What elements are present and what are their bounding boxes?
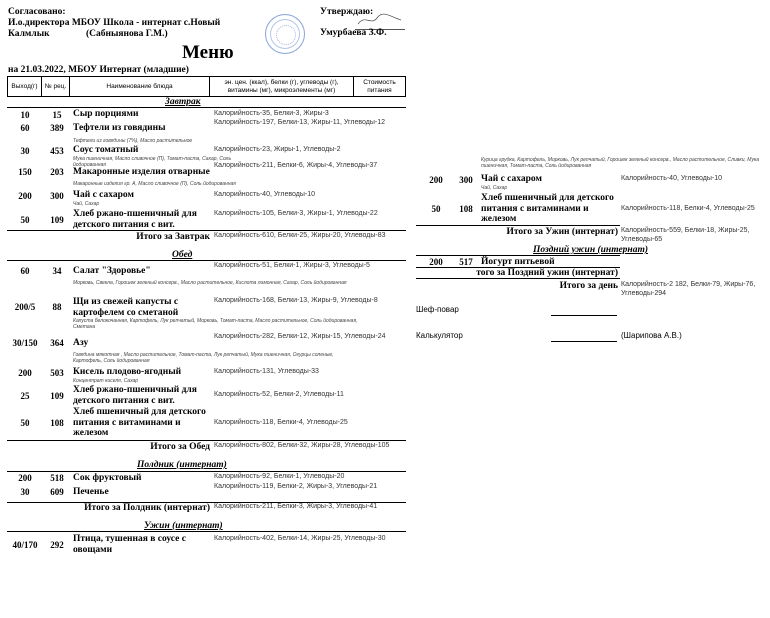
row-recipe-num: 109 [50,391,64,401]
row-output: 30 [20,487,30,497]
row-dish: Печенье [73,487,109,497]
row-output: 50 [20,215,30,225]
row-output: 50 [20,418,30,428]
col-output: Выход(г) [8,77,42,97]
row-nutrition: Калорийность-211, Белки-6, Жиры-4, Углеводы-37 [214,162,378,169]
section-lunch: Обед [172,250,193,260]
row-recipe-num: 300 [459,175,473,185]
row-ingredients: Концентрат киселя, Сахар [73,378,139,384]
row-ingredients: Курица грудка, Картофель, Морковь, Лук репчатый, Горошек зеленый консерв., Масло растительное, Сливки, Мука пшеничная, Томат-паста, Соль йодированная [481,157,760,169]
row-dish: Щи из свежей капусты с картофелем со сметаной [73,297,179,318]
row-output: 30/150 [12,338,38,348]
row-output: 200 [18,473,32,483]
row-nutrition: Калорийность-282, Белки-12, Жиры-15, Углеводы-24 [214,333,386,340]
col-price: Стоимость питания [354,77,406,97]
menu-date: на 21.03.2022, МБОУ Интернат (младшие) [8,65,189,75]
row-nutrition: Калорийность-52, Белки-2, Углеводы-11 [214,391,344,398]
row-recipe-num: 389 [50,123,64,133]
total-label-late-dinner: того за Поздний ужин (интернат) [476,268,618,278]
row-dish: Чай с сахаром [481,174,542,184]
row-dish: Хлеб ржано-пшеничный для детского питания с вит. [73,385,197,406]
section-snack: Полдник (интернат) [137,460,227,470]
calculator-signature-line [551,341,617,342]
row-recipe-num: 34 [52,266,62,276]
row-nutrition: Калорийность-168, Белки-13, Жиры-9, Углеводы-8 [214,297,378,304]
agreed-place: Калмлык [8,29,50,39]
row-output: 50 [431,204,441,214]
row-nutrition: Калорийность-118, Белки-4, Углеводы-25 [621,205,755,212]
row-output: 150 [18,167,32,177]
row-dish: Хлеб пшеничный для детского питания с витаминами и железом [481,193,614,224]
row-ingredients: Мука пшеничная, Масло сливочное (П), Томат-паста, Сахар, Соль йодированная [73,156,232,168]
approve-label: Утверждаю: [320,7,374,17]
row-ingredients: Капуста белокочанная, Картофель, Лук репчатый, Морковь, Томат-паста, Масло растительное, Соль йодированная, Сметана [73,318,358,330]
row-ingredients: Чай, Сахар [73,201,100,207]
row-ingredients: Говядина мякотная , Масло растительное, Томат-паста, Лук репчатый, Мука пшеничная, Огурцы соленые, Картофель, Соль йодированная [73,352,334,364]
row-ingredients: Макаронные изделия гр. А, Масло сливочное (П), Соль йодированная [73,181,236,187]
row-recipe-num: 108 [459,204,473,214]
divider [416,255,620,256]
row-recipe-num: 109 [50,215,64,225]
row-nutrition: Калорийность-23, Жиры-1, Углеводы-2 [214,146,341,153]
row-output: 40/170 [12,540,38,550]
divider [7,531,406,532]
total-dinner: Калорийность-559, Белки-18, Жиры-25, Углеводы-65 [621,227,750,243]
row-recipe-num: 88 [52,302,62,312]
row-output: 25 [20,391,30,401]
page-title: Меню [182,42,234,63]
row-dish: Хлеб ржано-пшеничный для детского питания с вит. [73,209,197,230]
row-output: 200 [429,257,443,267]
total-breakfast: Калорийность-610, Белки-25, Жиры-20, Углеводы-83 [214,232,386,239]
row-ingredients: Тефтели из говядины (7%), Масло растительное [73,138,193,144]
row-recipe-num: 364 [50,338,64,348]
row-output: 30 [20,146,30,156]
row-nutrition: Калорийность-105, Белки-3, Жиры-1, Углеводы-22 [214,210,378,217]
chef-signature-line [551,315,617,316]
row-dish: Птица, тушенная в соусе с овощами [73,534,186,555]
approve-name: Умурбаева З.Ф. [320,28,387,38]
section-breakfast: Завтрак [165,97,201,107]
row-recipe-num: 292 [50,540,64,550]
row-recipe-num: 503 [50,368,64,378]
row-nutrition: Калорийность-92, Белки-1, Углеводы-20 [214,473,345,480]
divider [7,260,406,261]
row-output: 200 [18,368,32,378]
row-nutrition: Калорийность-197, Белки-13, Жиры-11, Углеводы-12 [214,119,385,126]
stamp-seal [265,14,305,54]
total-snack: Калорийность-211, Белки-3, Жиры-3, Углеводы-41 [214,503,378,510]
divider [7,107,406,108]
row-nutrition: Калорийность-119, Белки-2, Жиры-3, Углеводы-21 [214,483,378,490]
row-recipe-num: 108 [50,418,64,428]
chef-label: Шеф-повар [416,305,459,314]
row-nutrition: Калорийность-51, Белки-1, Жиры-3, Углеводы-5 [214,262,370,269]
divider [7,230,406,231]
row-output: 200/5 [14,302,36,312]
row-dish: Сыр порциями [73,109,139,119]
row-dish: Хлеб пшеничный для детского питания с витаминами и железом [73,407,206,438]
row-recipe-num: 517 [459,257,473,267]
row-nutrition: Калорийность-35, Белки-3, Жиры-3 [214,110,329,117]
row-dish: Йогурт питьевой [481,257,555,267]
row-recipe-num: 609 [50,487,64,497]
total-lunch: Калорийность-802, Белки-32, Жиры-28, Углеводы-105 [214,442,390,449]
row-dish: Салат "Здоровье" [73,266,151,276]
col-recipe-num: № рец. [42,77,70,97]
row-dish: Чай с сахаром [73,190,134,200]
total-label-lunch: Итого за Обед [150,442,210,452]
row-dish: Азу [73,338,89,348]
row-ingredients: Морковь, Свекла, Горошек зеленый консерв., Масло растительное, Кислота лимонная, Сахар, Соль йодированная [73,280,347,286]
row-nutrition: Калорийность-118, Белки-4, Углеводы-25 [214,419,348,426]
divider [7,471,406,472]
total-label-day: Итого за день [559,281,618,291]
divider [7,440,406,441]
calculator-name: (Шарипова А.В.) [621,331,682,340]
row-dish: Кисель плодово-ягодный [73,367,182,377]
total-day: Калорийность-2 182, Белки-79, Жиры-76, Углеводы-294 [621,281,756,297]
column-header [7,76,406,97]
row-nutrition: Калорийность-402, Белки-14, Жиры-25, Углеводы-30 [214,535,386,542]
row-output: 60 [20,123,30,133]
row-recipe-num: 518 [50,473,64,483]
agreed-name: (Сабныянова Г.М.) [86,29,168,39]
divider [416,225,620,226]
calculator-label: Калькулятор [416,331,463,340]
row-output: 10 [20,110,30,120]
row-ingredients: Чай, Сахар [481,185,508,191]
section-late-dinner: Поздний ужин (интернат) [533,245,649,255]
row-output: 200 [18,191,32,201]
row-output: 60 [20,266,30,276]
row-dish: Макаронные изделия отварные [73,167,210,177]
agreed-role: И.о.директора МБОУ Школа - интернат с.Новый [8,18,221,28]
row-recipe-num: 300 [50,191,64,201]
total-label-dinner: Итого за Ужин (интернат) [506,227,618,237]
section-dinner: Ужин (интернат) [144,521,223,531]
row-dish: Соус томатный [73,145,139,155]
row-recipe-num: 15 [52,110,62,120]
row-nutrition: Калорийность-40, Углеводы-10 [214,191,315,198]
col-dish-name: Наименование блюда [70,77,210,97]
agreed-label: Согласовано: [8,7,66,17]
row-recipe-num: 453 [50,146,64,156]
row-dish: Сок фруктовый [73,473,142,483]
col-nutrition: эн. цен. (ккал), белки (г), углеводы (г), витамины (мг), микроэлементы (мг) [210,77,354,97]
divider [416,278,620,279]
row-nutrition: Калорийность-40, Углеводы-10 [621,175,722,182]
row-nutrition: Калорийность-131, Углеводы-33 [214,368,319,375]
total-label-snack: Итого за Полдник (интернат) [84,503,210,513]
row-dish: Тефтели из говядины [73,123,166,133]
total-label-breakfast: Итого за Завтрак [136,232,210,242]
row-recipe-num: 203 [50,167,64,177]
row-output: 200 [429,175,443,185]
